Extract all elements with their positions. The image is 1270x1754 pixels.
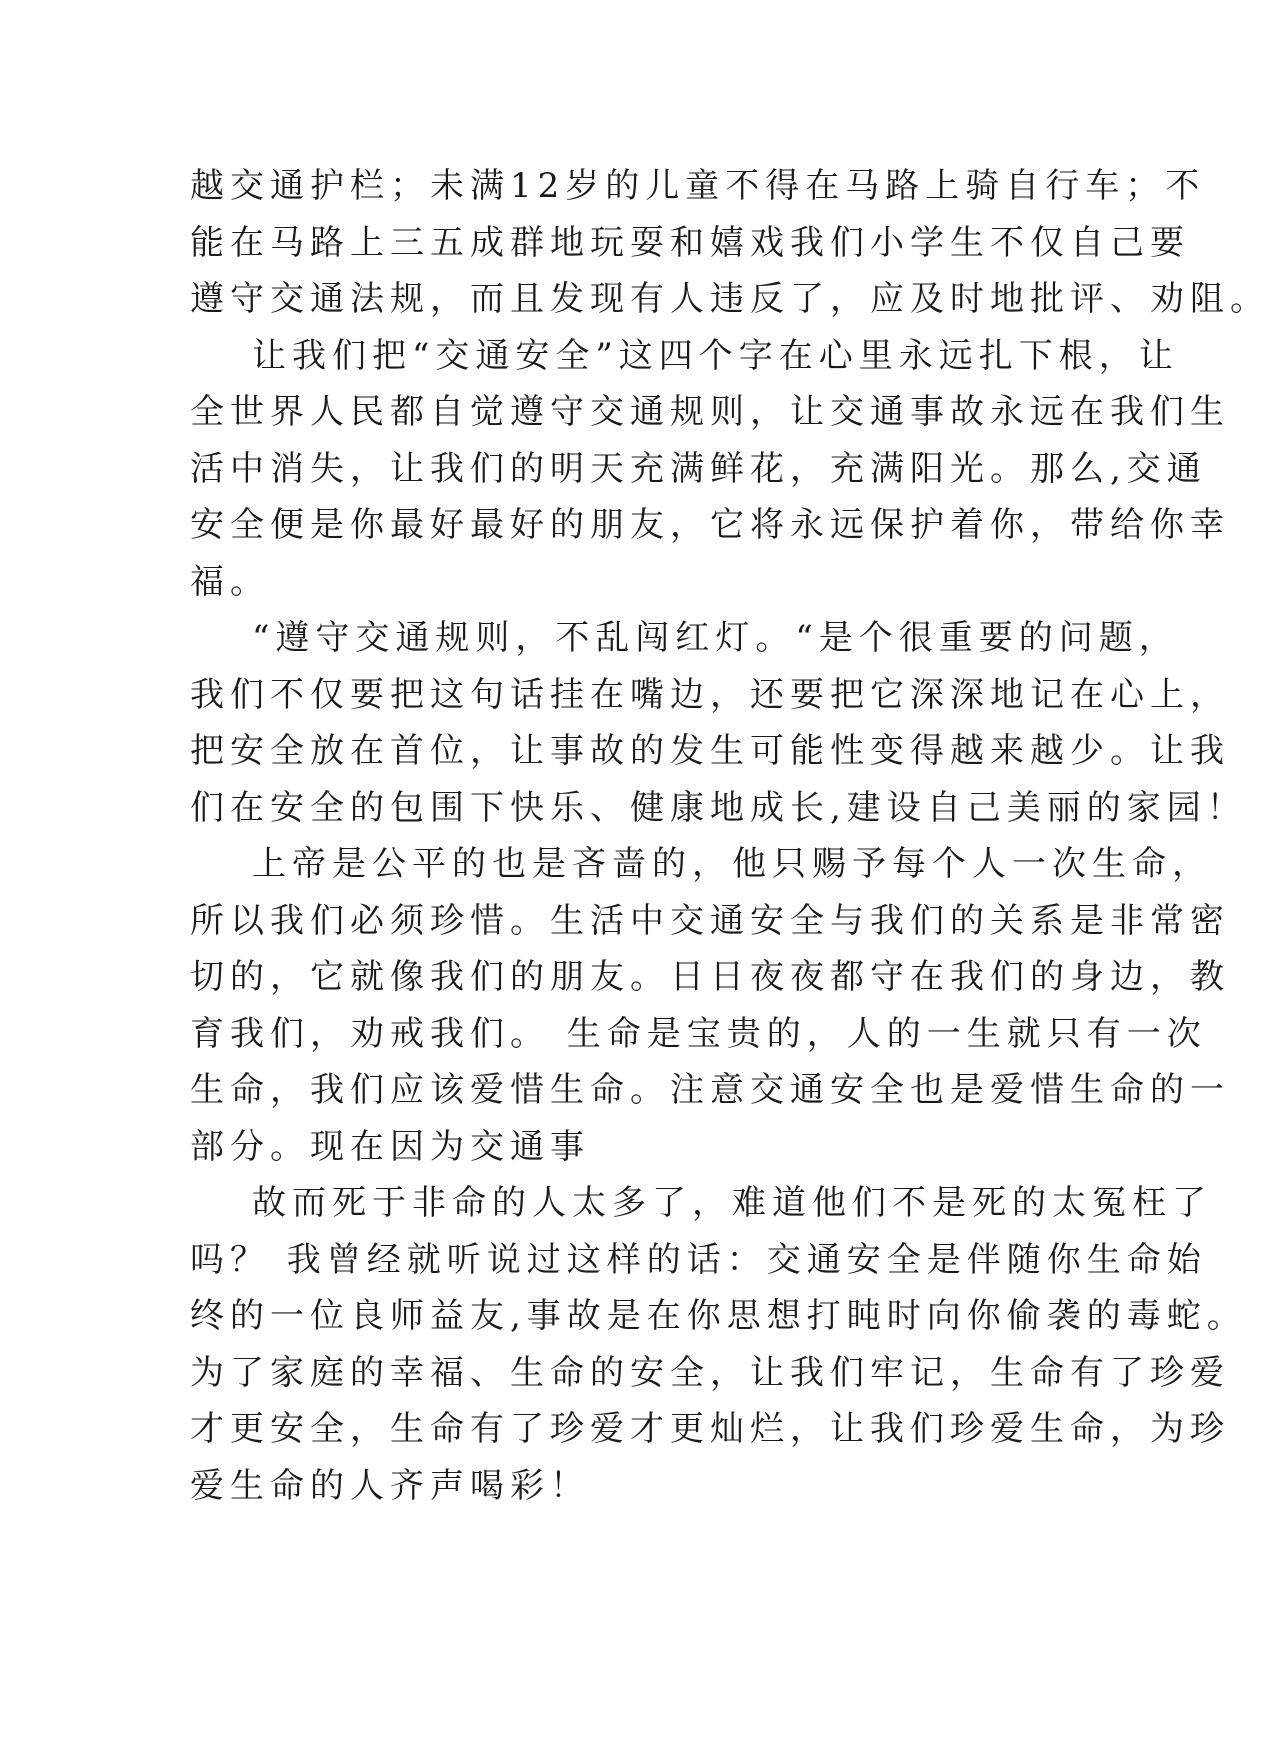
text-line: 遵守交通法规，而且发现有人违反了，应及时地批评、劝阻。 [190,279,1270,319]
text-line: 全世界人民都自觉遵守交通规则，让交通事故永远在我们生 [190,392,1230,432]
text-line: 把安全放在首位，让事故的发生可能性变得越来越少。让我 [190,731,1230,771]
text-line: 切的，它就像我们的朋友。日日夜夜都守在我们的身边，教 [190,957,1230,997]
text-line: 活中消失，让我们的明天充满鲜花，充满阳光。那么,交通 [190,448,1207,489]
text-line: 上帝是公平的也是吝啬的，他只赐予每个人一次生命， [252,844,1212,884]
text-line: 生命，我们应该爱惜生命。注意交通安全也是爱惜生命的一 [190,1070,1230,1110]
text-line: 为了家庭的幸福、生命的安全，让我们牢记，生命有了珍爱 [190,1352,1230,1393]
text-line: 安全便是你最好最好的朋友，它将永远保护着你，带给你幸 [190,505,1230,545]
text-line: “遵守交通规则，不乱闯红灯。“是个很重要的问题， [252,618,1179,658]
text-line: 育我们，劝戒我们。 生命是宝贵的，人的一生就只有一次 [190,1013,1207,1054]
text-line: 让我们把“交通安全”这四个字在心里永远扎下根，让 [252,335,1179,376]
text-line: 所以我们必须珍惜。生活中交通安全与我们的关系是非常密 [190,900,1230,941]
text-line: 们在安全的包围下快乐、健康地成长,建设自己美丽的家园！ [190,787,1247,828]
text-line: 能在马路上三五成群地玩耍和嬉戏我们小学生不仅自己要 [190,222,1190,263]
text-line: 吗？ 我曾经就听说过这样的话：交通安全是伴随你生命始 [190,1239,1207,1280]
text-line: 我们不仅要把这句话挂在嘴边，还要把它深深地记在心上， [190,674,1230,715]
text-line: 终的一位良师益友,事故是在你思想打盹时向你偷袭的毒蛇。 [190,1296,1247,1336]
text-line: 部分。现在因为交通事 [190,1126,590,1167]
text-line: 故而死于非命的人太多了，难道他们不是死的太冤枉了 [252,1183,1212,1223]
text-line: 爱生命的人齐声喝彩！ [190,1465,590,1506]
text-line: 越交通护栏；未满12岁的儿童不得在马路上骑自行车；不 [190,166,1206,206]
text-line: 才更安全，生命有了珍爱才更灿烂，让我们珍爱生命，为珍 [190,1409,1230,1449]
text-line: 福。 [190,561,270,602]
body-text [190,158,1270,1514]
